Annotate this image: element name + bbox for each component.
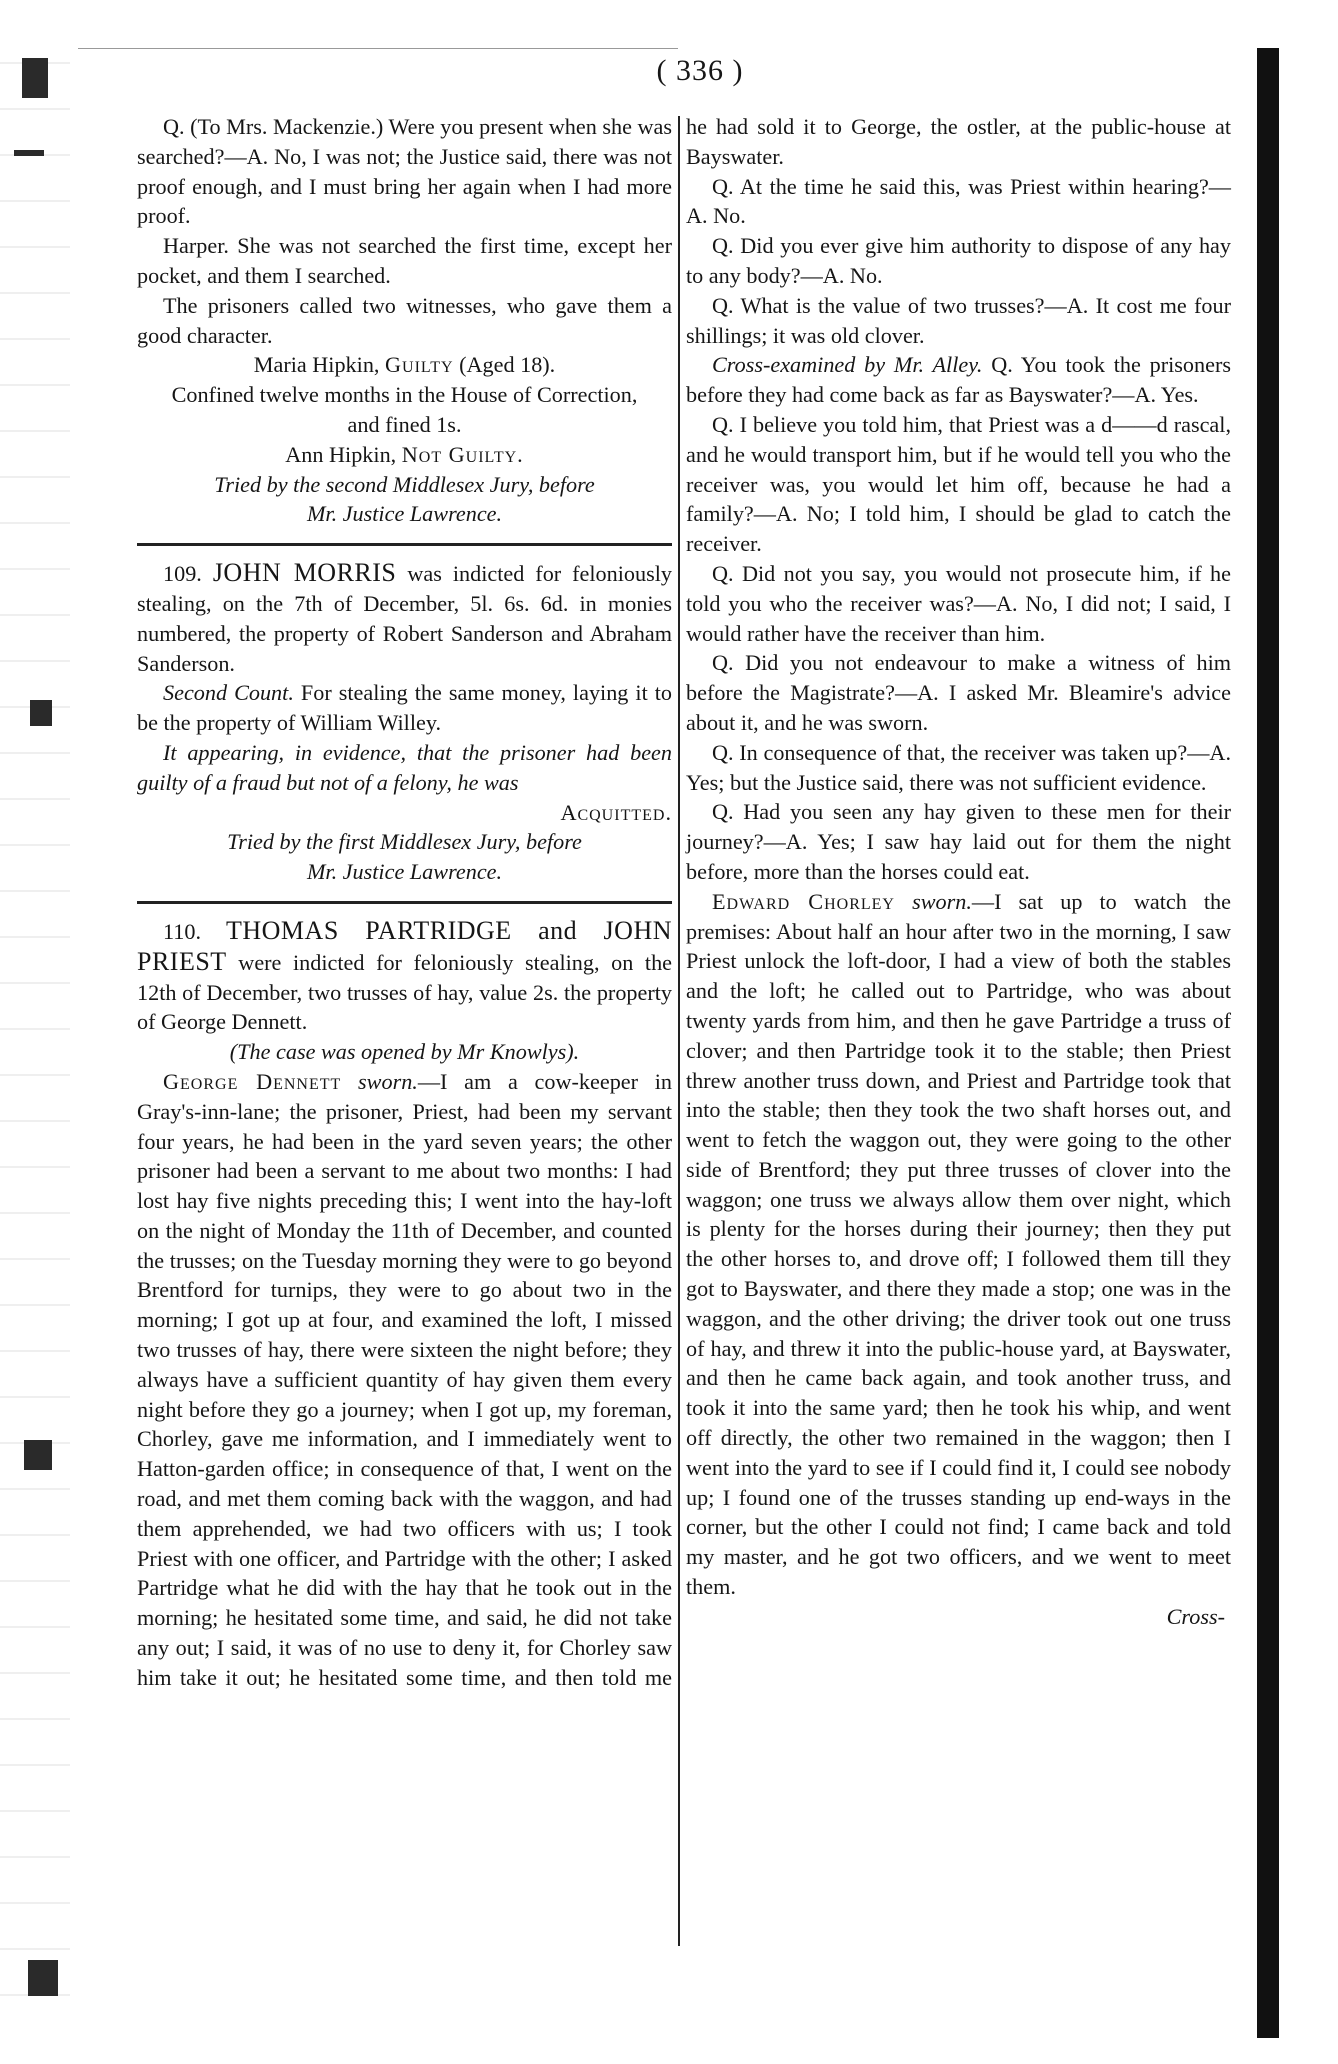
jury-line: Tried by the first Middlesex Jury, before <box>227 829 582 855</box>
left-column <box>137 112 672 1693</box>
binding-mark <box>30 700 52 726</box>
sworn-label: sworn. <box>912 888 972 914</box>
cross-examination <box>686 350 1231 410</box>
question-answer: Q. You took the prisoners before they had come back as far as Bayswater?—A. Yes. <box>686 352 1231 408</box>
harper-testimony: Harper. She was not searched the first time, except her pocket, and them I searched. <box>137 233 672 288</box>
indictment: was indicted for feloniously stealing, on the 7th of December, 5l. 6s. 6d. in monies numbered, the property of Robert Sanderson and Abraham Sanderson. <box>137 561 672 676</box>
question-answer: Q. Had you seen any hay given to these men for their journey?—A. Yes; I saw hay laid out for them the night before, more than the horses could eat. <box>686 799 1231 884</box>
column-divider <box>678 116 680 1946</box>
testimony-text: —I am a cow-keeper in Gray's-inn-lane; the prisoner, Priest, had been my servant four years, he had been in the yard seven years; the other prisoner had been a servant to me about two months: I had lost hay five nights preceding this; I went into the hay-loft on the night of Monday the 11th of December, and counted the trusses; on the Tuesday morning they were to go beyond Brentford for turnips, they were to go about two in the morning; I got up at four, and examined the loft, I missed two trusses of hay, there were sixteen the night before; they always have a sufficient quantity of hay given them every night before they go a journey; when I got up, my foreman, Chorley, gave me information, and I immediately went to Hatton-garden office; in consequence of that, I went on the road, and met them coming back with the waggon, and had them apprehended, we had two officers with us; I took Priest with one officer, and Partridge with the other; I asked Partridge what he did with the hay that he took out in the morning; he hesitated some time, and said, he did not take any out; I said, it was of no use to deny it, for Chorley saw him take it out; he hesitated some time, and then told me <box>137 1068 673 1690</box>
testimony-george-dennett <box>137 1067 672 1693</box>
right-column <box>686 112 1231 1632</box>
question-answer: Q. At the time he said this, was Priest within hearing?—A. No. <box>686 173 1231 229</box>
top-rule <box>78 48 678 49</box>
verdict-ann-hipkin <box>137 440 672 470</box>
section-rule <box>137 901 672 904</box>
character-witnesses: The prisoners called two witnesses, who gave them a good character. <box>137 292 672 348</box>
verdict: Acquitted. <box>560 799 672 825</box>
judge-line: Mr. Justice Lawrence. <box>306 501 503 527</box>
case-number: 109. <box>163 561 202 587</box>
testimony-text: —I sat up to watch the premises: About half an hour after two in the morning, I saw Priest unlock the loft-door, I had a view of both the stables and the loft; he called out to Partridge, who was about twenty yards from him, and then he gave Partridge a truss of clover; and then Partridge took it to the stable; then Priest threw another truss down, and Priest and Partridge took that into the stable; then they took the two shaft horses out, and went to fetch the waggon out, they were going to the other side of Brentford; they put three trusses of clover into the waggon; one truss we always allow them over night, which is plenty for the horses during their journey; then they put the other horses to, and drove off; I followed them till they got to Bayswater, and there they made a stop; one was in the waggon, and the other driving; the driver took out one truss of hay, and threw it into the public-house yard, at Bayswater, and then he came back again, and took another truss, and took it into the same yard; then he took his whip, and went off directly, the other two remained in the waggon; then I went into the yard to see if I could find it, I could see nobody up; I found one of the trusses standing up end-ways in the corner, but the other I could not find; I came back and told my master, and he got two officers, and we went to meet them. <box>686 888 1231 1600</box>
page-number: ( 336 ) <box>656 54 744 87</box>
question-answer: Q. Did you not endeavour to make a witness of him before the Magistrate?—A. I asked Mr. Bleamire's advice about it, and he was sworn. <box>686 650 1231 735</box>
witness-name: Edward Chorley <box>712 888 895 914</box>
question-answer: Q. Did you ever give him authority to dispose of any hay to any body?—A. No. <box>686 233 1231 288</box>
section-rule <box>137 543 672 546</box>
question-answer: Q. Did not you say, you would not prosecute him, if he told you who the receiver was?—A. No, I did not; I said, I would rather have the receiver than him. <box>686 560 1231 646</box>
page-edge-shadow <box>1257 48 1279 2038</box>
verdict-maria-hipkin <box>137 350 672 380</box>
case-number: 110. <box>163 918 202 944</box>
defendant-name: Maria Hipkin, <box>253 352 380 378</box>
binding-mark <box>24 1440 52 1470</box>
defendant-name: Ann Hipkin, <box>285 441 397 467</box>
verdict: Not Guilty. <box>401 441 524 467</box>
witness-name: George Dennett <box>163 1068 342 1094</box>
defendant-names: THOMAS PARTRIDGE and JOHN PRIEST <box>137 915 672 976</box>
question-answer: Q. In consequence of that, the receiver was taken up?—A. Yes; but the Justice said, there was not sufficient evidence. <box>686 739 1231 795</box>
binding-margin <box>0 40 70 2040</box>
count-label: Second Count. <box>163 680 294 706</box>
testimony-continued: he had sold it to George, the ostler, at the public-house at Bayswater. <box>686 114 1231 169</box>
question-answer: Q. I believe you told him, that Priest was a d——d rascal, and he would transport him, but if he would tell you who the receiver was, you would let him off, because he had a family?—A. No; I told him, I should be glad to catch the receiver. <box>686 411 1231 557</box>
defendant-name: JOHN MORRIS <box>212 558 397 588</box>
sworn-label: sworn. <box>358 1068 418 1094</box>
defendant-age: (Aged 18). <box>459 352 556 378</box>
question-mrs-mackenzie: Q. (To Mrs. Mackenzie.) Were you present when she was searched?—A. No, I was not; the Justice said, there was not proof enough, and I must bring her again when I had more proof. <box>137 114 672 229</box>
case-opened-note: (The case was opened by Mr Knowlys). <box>229 1039 580 1065</box>
binding-mark <box>28 1960 58 1996</box>
binding-mark <box>22 58 48 98</box>
cross-examined-label: Cross-examined by Mr. Alley. <box>712 352 983 378</box>
case-110 <box>137 916 672 1037</box>
judge-line: Mr. Justice Lawrence. <box>306 859 503 885</box>
verdict: Guilty <box>385 352 454 378</box>
jury-line: Tried by the second Middlesex Jury, before <box>214 471 595 497</box>
question-answer: Q. What is the value of two trusses?—A. It cost me four shillings; it was old clover. <box>686 292 1231 348</box>
binding-mark <box>14 150 44 156</box>
catchword: Cross- <box>1166 1603 1225 1629</box>
case-109 <box>137 558 672 678</box>
second-count <box>137 678 672 738</box>
evidence-note: It appearing, in evidence, that the prisoner had been guilty of a fraud but not of a felony, he was <box>137 739 672 795</box>
testimony-edward-chorley <box>686 887 1231 1602</box>
indictment: were indicted for feloniously stealing, on the 12th of December, two trusses of hay, value 2s. the property of George Dennett. <box>137 949 673 1035</box>
sentence: Confined twelve months in the House of Correction, and fined 1s. <box>171 382 638 437</box>
count-text: For stealing the same money, laying it to be the property of William Willey. <box>137 680 672 736</box>
